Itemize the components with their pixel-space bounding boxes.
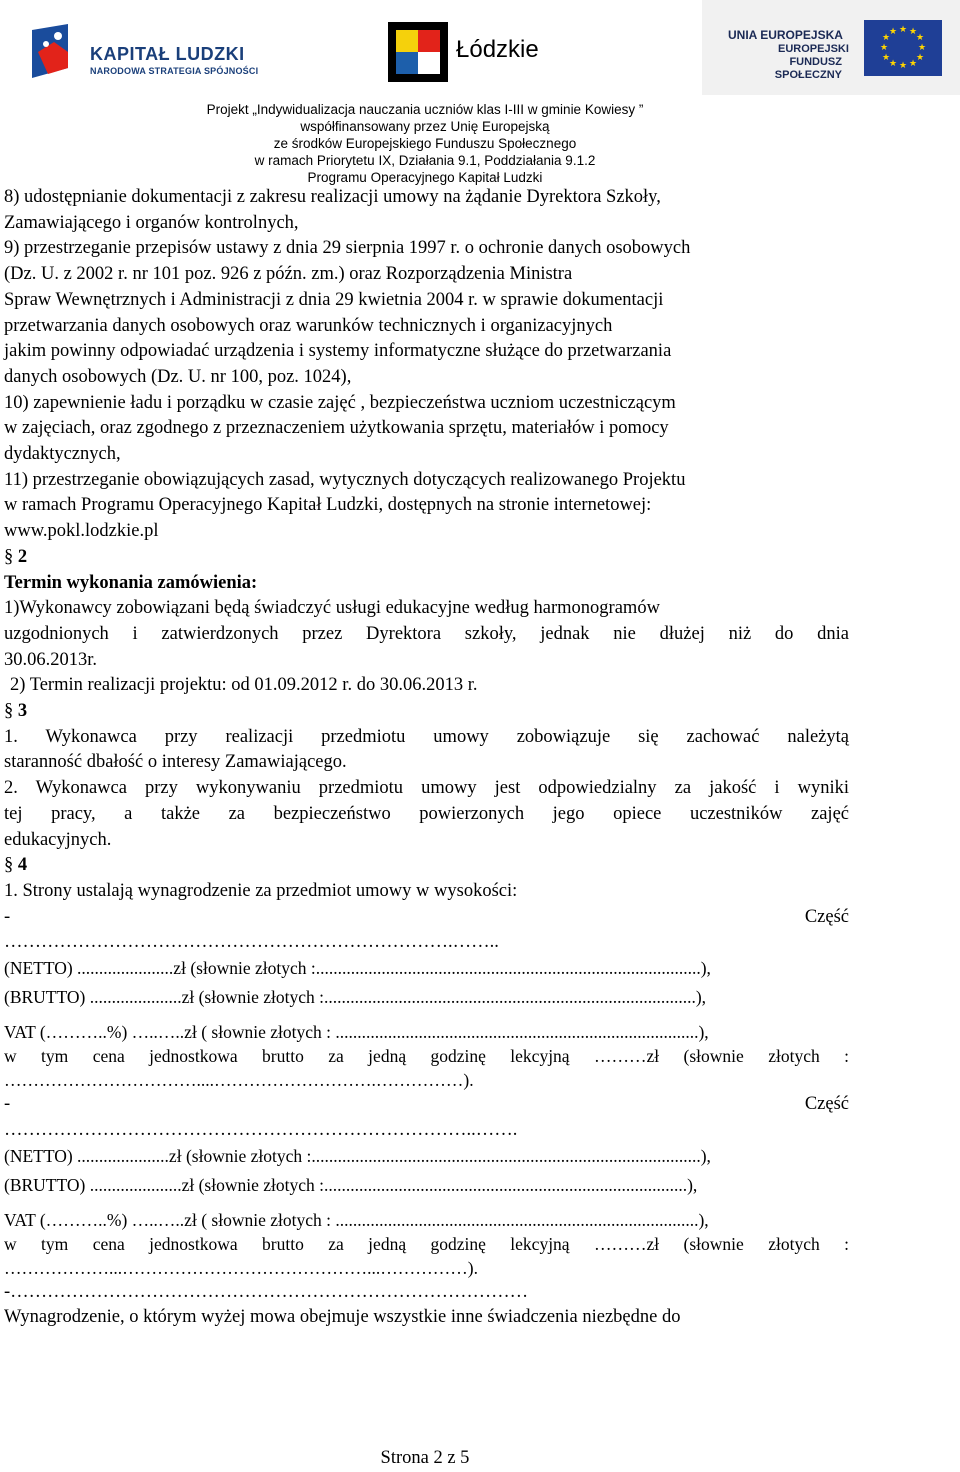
dotted-line: …………………………………………………………………..……. (4, 1119, 518, 1140)
project-line: Programu Operacyjnego Kapitał Ludzki (307, 170, 543, 185)
project-info (0, 101, 850, 186)
part-line: - Część (4, 1094, 849, 1115)
text-line: staranność dbałość o interesy Zamawiającego. (4, 752, 347, 773)
kl-subtitle: NARODOWA STRATEGIA SPÓJNOŚCI (90, 66, 259, 76)
text-line: Zamawiającego i organów kontrolnych, (4, 212, 299, 233)
page-number: Strona 2 z 5 (380, 1448, 470, 1468)
svg-text:★: ★ (915, 33, 925, 43)
text-line: (Dz. U. z 2002 r. nr 101 poz. 926 z późn. zm.) oraz Rozporządzenia Ministra (4, 264, 573, 285)
text-line: 11) przestrzeganie obowiązujących zasad, wytycznych dotyczących realizowanego Projektu (4, 469, 686, 490)
svg-text:★: ★ (888, 27, 898, 37)
text-line: 8) udostępnianie dokumentacji z zakresu realizacji umowy na żądanie Dyrektora Szkoły, (4, 187, 661, 207)
project-line: współfinansowany przez Unię Europejską (300, 119, 550, 134)
unit-price-line: w tym cena jednostkowa brutto za jedną godzinę lekcyjną ………zł (słownie złotych : (4, 1233, 849, 1254)
eu-logo (702, 0, 960, 95)
eu-title: UNIA EUROPEJSKA (728, 28, 843, 42)
project-line: ze środków Europejskiego Funduszu Społecznego (273, 136, 577, 151)
lodzkie-emblem-icon (388, 22, 448, 82)
page-header (0, 0, 960, 100)
text-line: 9) przestrzeganie przepisów ustawy z dnia 29 sierpnia 1997 r. o ochronie danych osobowych (4, 238, 691, 259)
text-line: tej pracy, a także za bezpieczeństwo powierzonych jego opiece uczestników zajęć (4, 803, 849, 824)
kl-title: KAPITAŁ LUDZKI (90, 44, 245, 64)
section-heading-4: § 4 (4, 855, 28, 876)
text-line: danych osobowych (Dz. U. nr 100, poz. 1024), (4, 366, 352, 387)
text-line: dydaktycznych, (4, 444, 121, 465)
text-line: 30.06.2013r. (4, 649, 98, 670)
brutto-line: (BRUTTO) .....................zł (słownie złotych :.....................................................................................), (4, 987, 707, 1008)
svg-text:★: ★ (888, 59, 898, 69)
unit-price-line: w tym cena jednostkowa brutto za jedną godzinę lekcyjną ………zł (słownie złotych : (4, 1046, 849, 1067)
dotted-line: ………………...……………………………………...……………). (4, 1257, 478, 1278)
text-line: Spraw Wewnętrznych i Administracji z dnia 29 kwietnia 2004 r. w sprawie dokumentacji (4, 289, 664, 310)
svg-text:★: ★ (898, 25, 908, 35)
part-line: - Część (4, 906, 849, 927)
dotted-line: ……………………………………………………………….…….. (4, 932, 499, 953)
section-heading-3: § 3 (4, 701, 28, 722)
text-line: w ramach Programu Operacyjnego Kapitał Ludzki, dostępnych na stronie internetowej: (4, 495, 652, 516)
text-line: jakim powinny odpowiadać urządzenia i systemy informatyczne służące do przetwarzania (4, 341, 672, 362)
svg-text:★: ★ (908, 59, 918, 69)
dotted-line: -………………………………………………………………………… (4, 1281, 529, 1302)
text-line: przetwarzania danych osobowych oraz warunków technicznych i organizacyjnych (4, 315, 613, 336)
svg-text:★: ★ (879, 43, 889, 53)
eu-fund: EUROPEJSKI FUNDUSZ SPOŁECZNY (774, 43, 849, 81)
section-heading-2: § 2 (4, 546, 28, 567)
svg-text:★: ★ (898, 61, 908, 71)
text-line: www.pokl.lodzkie.pl (4, 521, 159, 542)
text-line: Wynagrodzenie, o którym wyżej mowa obejmuje wszystkie inne świadczenia niezbędne do (4, 1307, 681, 1328)
kapital-ludzki-logo (28, 18, 268, 88)
vat-line: VAT (………..%) …..…..zł ( słownie złotych : ...................................................................................), (4, 1022, 709, 1043)
eu-flag-icon (864, 20, 942, 76)
section-title: Termin wykonania zamówienia: (4, 572, 258, 593)
text-line: uzgodnionych i zatwierdzonych przez Dyrektora szkoły, jednak nie dłużej niż do dnia (4, 623, 849, 644)
text-line: 2) Termin realizacji projektu: od 01.09.2012 r. do 30.06.2013 r. (10, 675, 478, 696)
netto-line: (NETTO) .....................zł (słownie złotych :.........................................................................................), (4, 1145, 711, 1166)
vat-line: VAT (………..%) …..…..zł ( słownie złotych : ...................................................................................), (4, 1209, 709, 1230)
svg-text:★: ★ (908, 27, 918, 37)
lodzkie-logo (388, 22, 568, 84)
text-line: 10) zapewnienie ładu i porządku w czasie zajęć , bezpieczeństwa uczniom uczestniczącym (4, 392, 676, 413)
project-line: Projekt „Indywidualizacja nauczania uczniów klas I-III w gminie Kowiesy ” (206, 102, 644, 117)
svg-text:★: ★ (881, 53, 891, 63)
brutto-line: (BRUTTO) .....................zł (słownie złotych :...................................................................................), (4, 1174, 698, 1195)
svg-text:★: ★ (881, 33, 891, 43)
text-line: 1. Strony ustalają wynagrodzenie za przedmiot umowy w wysokości: (4, 880, 518, 901)
text-line: edukacyjnych. (4, 829, 112, 850)
svg-text:★: ★ (915, 53, 925, 63)
project-line: w ramach Priorytetu IX, Działania 9.1, Poddziałania 9.1.2 (254, 153, 596, 168)
dotted-line: ……………………………....……………………….……………). (4, 1070, 474, 1091)
document-body (4, 185, 849, 1331)
text-line: 1. Wykonawca przy realizacji przedmiotu umowy zobowiązuje się zachować należytą (4, 726, 849, 747)
netto-line: (NETTO) ......................zł (słownie złotych :........................................................................................), (4, 958, 711, 979)
lodzkie-text: Łódzkie (456, 36, 539, 63)
text-line: w zajęciach, oraz zgodnego z przeznaczeniem użytkowania sprzętu, materiałów i pomocy (4, 418, 669, 439)
svg-text:★: ★ (917, 43, 927, 53)
text-line: 2. Wykonawca przy wykonywaniu przedmiotu umowy jest odpowiedzialny za jakość i wyniki (4, 778, 849, 799)
kapital-ludzki-flag-icon (28, 22, 80, 84)
text-line: 1)Wykonawcy zobowiązani będą świadczyć usługi edukacyjne według harmonogramów (4, 598, 660, 619)
